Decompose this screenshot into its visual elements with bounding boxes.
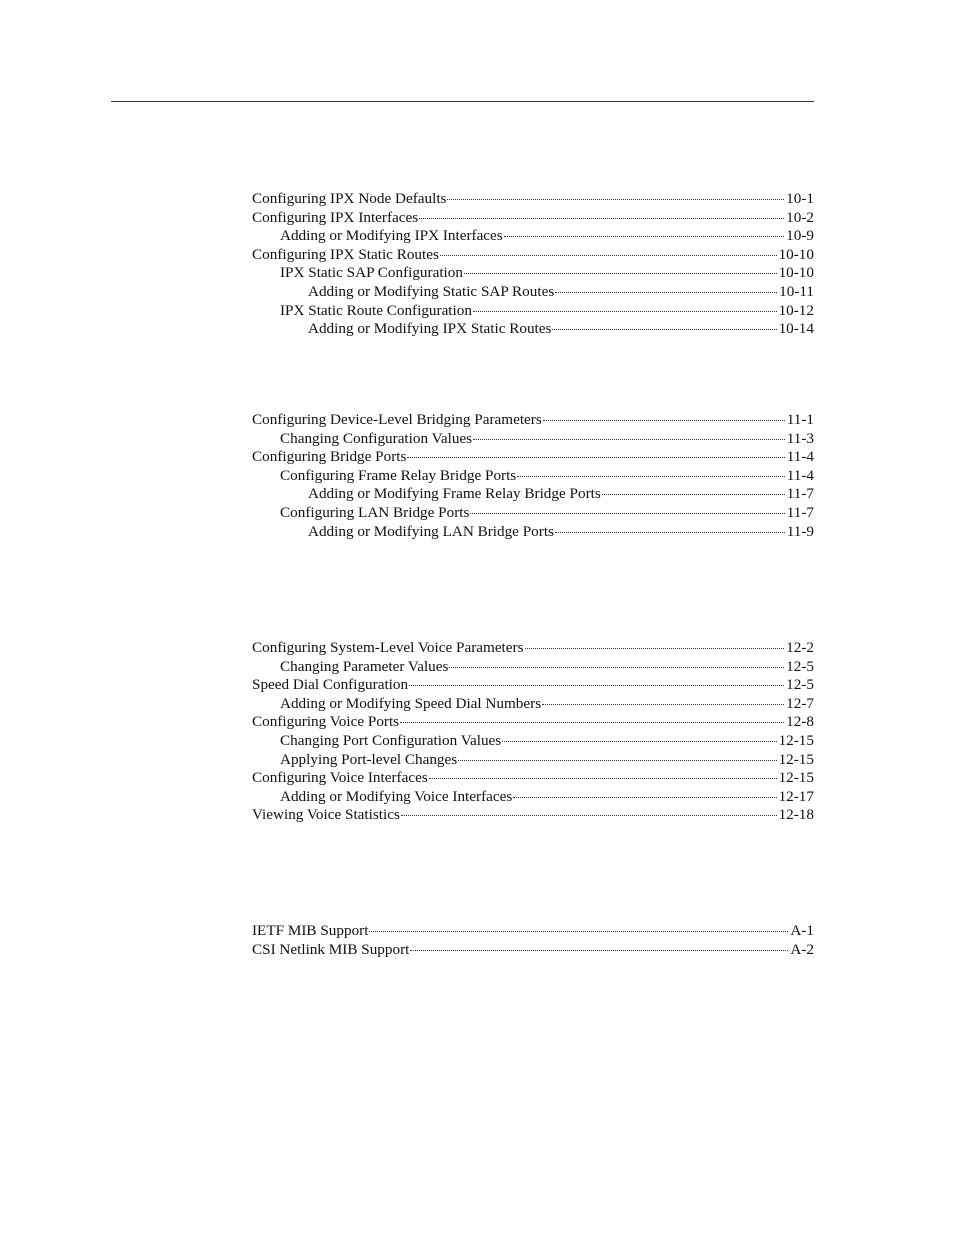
toc-entry-title: Changing Configuration Values <box>280 429 473 447</box>
toc-entry[interactable] <box>252 769 814 788</box>
toc-dot-leader <box>409 685 784 686</box>
toc-entry[interactable] <box>252 227 814 246</box>
toc-entry-title: IPX Static Route Configuration <box>280 301 472 319</box>
toc-section <box>252 190 814 339</box>
toc-dot-leader <box>429 778 777 779</box>
toc-entry[interactable] <box>252 639 814 658</box>
toc-entry-page: A-1 <box>790 922 814 939</box>
toc-entry-page: 11-9 <box>786 522 814 540</box>
toc-dot-leader <box>458 760 776 761</box>
toc-dot-leader <box>555 292 777 293</box>
toc-entry[interactable] <box>252 713 814 732</box>
toc-entry-title: Adding or Modifying IPX Interfaces <box>280 227 503 245</box>
toc-entry-title: Applying Port-level Changes <box>280 750 458 768</box>
toc-dot-leader <box>513 797 776 798</box>
toc-entry-page: 11-7 <box>786 485 814 503</box>
toc-entry-title: Configuring System-Level Voice Parameters <box>252 639 524 656</box>
toc-dot-leader <box>464 273 777 274</box>
toc-dot-leader <box>419 218 784 219</box>
toc-entry-page: 10-14 <box>778 320 814 338</box>
toc-entry-title: Changing Parameter Values <box>280 657 449 675</box>
toc-entry[interactable] <box>252 448 814 467</box>
toc-entry[interactable] <box>252 788 814 807</box>
toc-dot-leader <box>473 311 777 312</box>
toc-dot-leader <box>407 457 784 458</box>
toc-dot-leader <box>525 648 785 649</box>
toc-entry-title: Configuring IPX Interfaces <box>252 208 419 226</box>
toc-entry[interactable] <box>252 732 814 751</box>
toc-entry[interactable] <box>252 806 814 825</box>
toc-entry[interactable] <box>252 209 814 228</box>
toc-entry-page: 12-2 <box>786 639 814 656</box>
toc-section <box>252 639 814 825</box>
toc-entry-page: 12-7 <box>786 694 814 712</box>
toc-dot-leader <box>470 513 784 514</box>
toc-entry[interactable] <box>252 922 814 941</box>
toc-entry-title: Adding or Modifying LAN Bridge Ports <box>308 522 554 540</box>
toc-entry[interactable] <box>252 941 814 960</box>
toc-dot-leader <box>504 236 784 237</box>
toc-entry[interactable] <box>252 485 814 504</box>
toc-entry-page: 12-8 <box>786 713 814 731</box>
toc-entry-title: Viewing Voice Statistics <box>252 806 400 824</box>
toc-dot-leader <box>449 667 784 668</box>
toc-entry-title: Changing Port Configuration Values <box>280 731 502 749</box>
toc-entry-title: Configuring IPX Static Routes <box>252 245 439 263</box>
toc-entry[interactable] <box>252 411 814 430</box>
toc-entry-title: Configuring Frame Relay Bridge Ports <box>280 466 517 484</box>
toc-dot-leader <box>473 439 785 440</box>
toc-dot-leader <box>602 494 785 495</box>
toc-entry-title: Configuring IPX Node Defaults <box>252 190 447 207</box>
toc-entry[interactable] <box>252 190 814 209</box>
toc-dot-leader <box>400 722 784 723</box>
toc-dot-leader <box>517 476 784 477</box>
toc-section <box>252 411 814 541</box>
toc-entry-title: Configuring Voice Interfaces <box>252 769 428 787</box>
toc-entry-title: Configuring Bridge Ports <box>252 448 407 466</box>
toc-entry-page: 12-18 <box>778 806 814 824</box>
toc-entry-title: Configuring LAN Bridge Ports <box>280 503 470 521</box>
toc-entry[interactable] <box>252 504 814 523</box>
toc-dot-leader <box>543 420 785 421</box>
toc-entry[interactable] <box>252 676 814 695</box>
toc-dot-leader <box>447 199 784 200</box>
toc-entry-page: 12-15 <box>778 731 814 749</box>
toc-entry-page: 12-5 <box>786 657 814 675</box>
toc-entry[interactable] <box>252 264 814 283</box>
toc-entry-page: 12-15 <box>778 750 814 768</box>
toc-dot-leader <box>542 704 784 705</box>
toc-entry-page: 10-11 <box>779 282 814 300</box>
toc-entry[interactable] <box>252 302 814 321</box>
toc-entry[interactable] <box>252 320 814 339</box>
toc-entry-title: Adding or Modifying Static SAP Routes <box>308 282 555 300</box>
toc-dot-leader <box>440 255 777 256</box>
toc-entry-page: 11-7 <box>786 503 814 521</box>
toc-entry[interactable] <box>252 283 814 302</box>
toc-entry-page: 10-12 <box>778 301 814 319</box>
toc-dot-leader <box>401 815 777 816</box>
toc-entry[interactable] <box>252 467 814 486</box>
toc-entry-title: IETF MIB Support <box>252 922 369 939</box>
toc-entry-page: 11-3 <box>786 429 814 447</box>
toc-entry[interactable] <box>252 751 814 770</box>
toc-dot-leader <box>555 532 785 533</box>
toc-entry-page: 11-1 <box>786 411 814 428</box>
toc-entry-page: 10-1 <box>786 190 814 207</box>
toc-entry-page: 10-2 <box>786 208 814 226</box>
toc-dot-leader <box>369 931 788 932</box>
toc-entry-title: Adding or Modifying Voice Interfaces <box>280 787 513 805</box>
toc-entry-title: Configuring Voice Ports <box>252 713 400 731</box>
toc-entry-title: Speed Dial Configuration <box>252 676 409 694</box>
toc-entry-page: A-2 <box>790 940 814 958</box>
toc-entry-page: 12-5 <box>786 676 814 694</box>
toc-entry-title: Adding or Modifying Speed Dial Numbers <box>280 694 542 712</box>
toc-entry[interactable] <box>252 658 814 677</box>
toc-dot-leader <box>410 950 788 951</box>
toc-entry-title: Configuring Device-Level Bridging Parameters <box>252 411 542 428</box>
toc-entry-page: 11-4 <box>786 448 814 466</box>
toc-entry[interactable] <box>252 430 814 449</box>
toc-entry[interactable] <box>252 523 814 542</box>
toc-entry-page: 12-17 <box>778 787 814 805</box>
header-rule <box>111 101 814 102</box>
toc-entry[interactable] <box>252 695 814 714</box>
toc-entry-title: Adding or Modifying Frame Relay Bridge Ports <box>308 485 601 503</box>
toc-entry[interactable] <box>252 246 814 265</box>
toc-entry-title: Adding or Modifying IPX Static Routes <box>308 320 552 338</box>
toc-entry-title: IPX Static SAP Configuration <box>280 264 463 282</box>
toc-entry-title: CSI Netlink MIB Support <box>252 940 410 958</box>
toc-dot-leader <box>552 329 776 330</box>
toc-entry-page: 10-10 <box>778 245 814 263</box>
toc-section <box>252 922 814 959</box>
toc-dot-leader <box>502 741 776 742</box>
toc-entry-page: 10-10 <box>778 264 814 282</box>
toc-entry-page: 11-4 <box>786 466 814 484</box>
toc-entry-page: 10-9 <box>786 227 814 245</box>
toc-entry-page: 12-15 <box>778 769 814 787</box>
